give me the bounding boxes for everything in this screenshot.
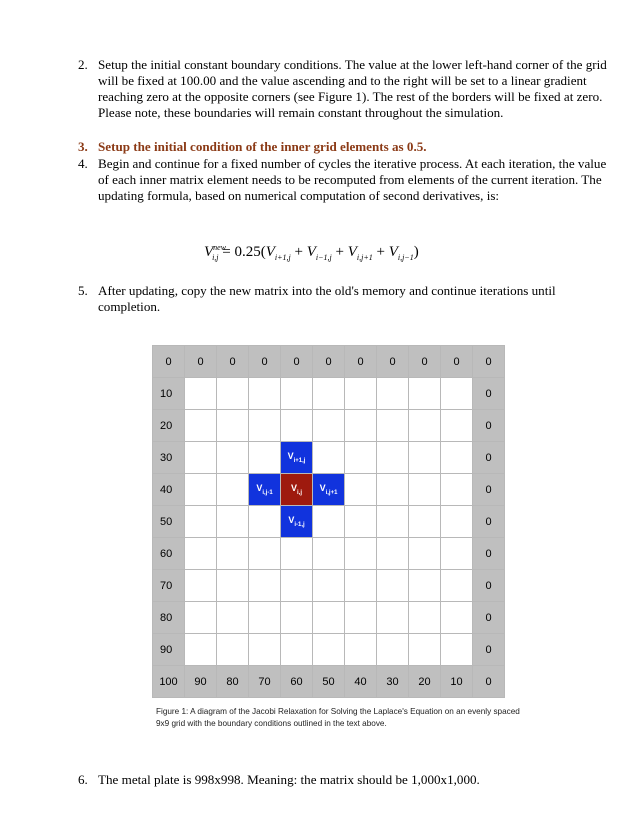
grid-inner-cell	[217, 378, 249, 410]
grid-inner-cell	[409, 538, 441, 570]
grid-inner-cell	[249, 506, 281, 538]
grid-row-top	[153, 346, 505, 378]
formula-lhs-sub: i,j	[212, 253, 219, 262]
grid-boundary-cell: 60	[153, 538, 185, 570]
grid-inner-cell	[441, 538, 473, 570]
grid-inner-cell	[377, 538, 409, 570]
item-text: Setup the initial constant boundary conditions. The value at the lower left-hand corner of the grid will be fixed at 100.00 and the value ascending and to the right will be set to a linear gradient reaching zero at the opposite corners (see Figure 1). The rest of the borders will be fixed at zero. Please note, these boundaries will remain constant throughout the simulation.	[98, 57, 607, 120]
grid-boundary-cell: 70	[153, 570, 185, 602]
item-text: The metal plate is 998x998. Meaning: the matrix should be 1,000x1,000.	[98, 772, 480, 787]
grid-inner-cell	[345, 602, 377, 634]
grid-row	[153, 634, 505, 666]
grid-row	[153, 378, 505, 410]
grid-inner-cell	[441, 474, 473, 506]
formula-coefficient: = 0.25(	[222, 244, 266, 260]
grid-inner-cell	[249, 570, 281, 602]
grid-inner-cell	[217, 634, 249, 666]
formula-term-2-sub: i−1,j	[315, 253, 332, 262]
grid-boundary-cell: 0	[313, 346, 345, 378]
item-number: 4.	[78, 156, 88, 171]
grid-boundary-cell: 80	[153, 602, 185, 634]
grid-inner-cell	[409, 378, 441, 410]
item-number: 3.	[78, 139, 88, 154]
grid-inner-cell	[281, 410, 313, 442]
grid-inner-cell	[217, 410, 249, 442]
grid-inner-cell	[345, 634, 377, 666]
grid-inner-cell	[377, 506, 409, 538]
grid-cell-up	[281, 442, 313, 474]
grid-boundary-cell: 0	[281, 346, 313, 378]
grid-row	[153, 538, 505, 570]
grid-boundary-cell: 100	[153, 666, 185, 698]
grid-cell-center-var: V	[290, 483, 297, 494]
formula-term-1: V	[265, 244, 275, 260]
grid-cell-down-sub: i-1,j	[294, 521, 305, 528]
formula-plus: +	[331, 244, 348, 260]
grid-inner-cell	[281, 538, 313, 570]
grid-inner-cell	[345, 506, 377, 538]
grid-inner-cell	[377, 570, 409, 602]
grid-inner-cell	[313, 410, 345, 442]
grid-boundary-cell: 10	[153, 378, 185, 410]
grid-boundary-cell: 0	[473, 570, 505, 602]
grid-boundary-cell: 0	[377, 346, 409, 378]
grid-boundary-cell: 0	[473, 442, 505, 474]
grid-inner-cell	[185, 378, 217, 410]
grid-boundary-cell: 10	[441, 666, 473, 698]
grid-boundary-cell: 0	[473, 538, 505, 570]
grid-inner-cell	[377, 410, 409, 442]
grid-inner-cell	[217, 506, 249, 538]
grid-inner-cell	[441, 378, 473, 410]
grid-inner-cell	[441, 442, 473, 474]
grid-boundary-cell: 50	[153, 506, 185, 538]
grid-inner-cell	[313, 442, 345, 474]
grid-inner-cell	[217, 602, 249, 634]
grid-inner-cell	[313, 378, 345, 410]
grid-inner-cell	[185, 442, 217, 474]
grid-inner-cell	[313, 602, 345, 634]
grid-boundary-cell: 40	[345, 666, 377, 698]
item-number: 2.	[78, 57, 88, 72]
formula-close: )	[413, 244, 419, 260]
grid-inner-cell	[377, 602, 409, 634]
grid-boundary-cell: 0	[409, 346, 441, 378]
grid-boundary-cell: 0	[473, 506, 505, 538]
item-number: 6.	[78, 772, 88, 787]
grid-inner-cell	[217, 538, 249, 570]
grid-row	[153, 474, 505, 506]
grid-inner-cell	[249, 538, 281, 570]
grid-inner-cell	[441, 634, 473, 666]
grid-inner-cell	[345, 442, 377, 474]
grid-boundary-cell: 30	[377, 666, 409, 698]
grid-cell-center-sub: i,j	[297, 489, 303, 496]
grid-boundary-cell: 80	[217, 666, 249, 698]
grid-inner-cell	[441, 506, 473, 538]
grid-boundary-cell: 0	[473, 634, 505, 666]
grid-inner-cell	[281, 570, 313, 602]
grid-inner-cell	[281, 634, 313, 666]
grid-boundary-cell: 0	[441, 346, 473, 378]
formula-term-4: V	[388, 244, 398, 260]
grid-cell-right	[313, 474, 345, 506]
grid-inner-cell	[441, 570, 473, 602]
grid-row	[153, 410, 505, 442]
grid-boundary-cell: 20	[153, 410, 185, 442]
grid-boundary-cell: 50	[313, 666, 345, 698]
grid-boundary-cell: 0	[153, 346, 185, 378]
formula-plus: +	[290, 244, 307, 260]
grid-row	[153, 506, 505, 538]
grid-inner-cell	[377, 634, 409, 666]
grid-inner-cell	[217, 442, 249, 474]
grid-boundary-cell: 90	[185, 666, 217, 698]
grid-inner-cell	[409, 634, 441, 666]
item-text: After updating, copy the new matrix into the old's memory and continue iterations until completion.	[98, 283, 556, 314]
formula-lhs-sup: new	[213, 243, 227, 252]
jacobi-grid-figure	[152, 345, 505, 698]
grid-inner-cell	[249, 410, 281, 442]
grid-boundary-cell: 30	[153, 442, 185, 474]
grid-cell-right-sub: i,j+1	[325, 489, 338, 496]
grid-cell-left-var: V	[256, 483, 263, 494]
grid-inner-cell	[441, 602, 473, 634]
grid-inner-cell	[313, 538, 345, 570]
grid-inner-cell	[409, 506, 441, 538]
grid-boundary-cell: 0	[473, 410, 505, 442]
grid-cell-left-sub: i,j-1	[262, 489, 273, 496]
grid-cell-up-sub: i+1,j	[293, 457, 306, 464]
grid-inner-cell	[249, 602, 281, 634]
grid-boundary-cell: 0	[473, 346, 505, 378]
grid-inner-cell	[345, 410, 377, 442]
grid-boundary-cell: 0	[473, 666, 505, 698]
grid-inner-cell	[409, 410, 441, 442]
grid-inner-cell	[185, 474, 217, 506]
grid-boundary-cell: 20	[409, 666, 441, 698]
update-formula	[204, 238, 419, 268]
grid-inner-cell	[377, 474, 409, 506]
grid-inner-cell	[185, 634, 217, 666]
formula-term-3: V	[347, 244, 357, 260]
formula-term-2: V	[306, 244, 316, 260]
grid-boundary-cell: 0	[185, 346, 217, 378]
grid-boundary-cell: 90	[153, 634, 185, 666]
grid-boundary-cell: 0	[473, 602, 505, 634]
formula-term-4-sub: i,j−1	[397, 253, 414, 262]
grid-inner-cell	[409, 602, 441, 634]
grid-inner-cell	[313, 506, 345, 538]
grid-inner-cell	[185, 538, 217, 570]
grid-cell-left	[249, 474, 281, 506]
grid-boundary-cell: 60	[281, 666, 313, 698]
grid-row	[153, 570, 505, 602]
grid-row	[153, 442, 505, 474]
grid-inner-cell	[249, 634, 281, 666]
grid-inner-cell	[345, 474, 377, 506]
grid-inner-cell	[217, 570, 249, 602]
grid-boundary-cell: 70	[249, 666, 281, 698]
grid-inner-cell	[281, 378, 313, 410]
grid-inner-cell	[185, 570, 217, 602]
grid-inner-cell	[313, 634, 345, 666]
grid-cell-down-var: V	[288, 515, 295, 526]
grid-inner-cell	[409, 570, 441, 602]
grid-inner-cell	[185, 602, 217, 634]
grid-boundary-cell: 0	[473, 474, 505, 506]
grid-cell-center	[281, 474, 313, 506]
formula-term-1-sub: i+1,j	[274, 253, 291, 262]
grid-inner-cell	[377, 378, 409, 410]
item-text: Begin and continue for a fixed number of cycles the iterative process. At each iteration, the value of each inner matrix element needs to be recomputed from elements of the current iteration. The updating formula, based on numerical computation of second derivatives, is:	[98, 156, 607, 203]
grid-inner-cell	[249, 378, 281, 410]
grid-inner-cell	[345, 538, 377, 570]
grid-row	[153, 602, 505, 634]
figure-caption: Figure 1: A diagram of the Jacobi Relaxation for Solving the Laplace's Equation on an evenly spaced 9x9 grid with the boundary conditions outlined in the text above.	[156, 707, 520, 728]
grid-cell-right-var: V	[319, 483, 326, 494]
formula-plus: +	[372, 244, 389, 260]
grid-boundary-cell: 0	[473, 378, 505, 410]
grid-inner-cell	[377, 442, 409, 474]
item-text: Setup the initial condition of the inner grid elements as 0.5.	[98, 139, 427, 154]
grid-boundary-cell: 0	[249, 346, 281, 378]
grid-inner-cell	[409, 442, 441, 474]
grid-inner-cell	[185, 506, 217, 538]
grid-cell-down	[281, 506, 313, 538]
grid-cell-up-var: V	[287, 451, 294, 462]
grid-inner-cell	[409, 474, 441, 506]
grid-inner-cell	[345, 378, 377, 410]
formula-lhs-var: V	[204, 244, 214, 260]
grid-boundary-cell: 0	[345, 346, 377, 378]
grid-boundary-cell: 40	[153, 474, 185, 506]
grid-inner-cell	[345, 570, 377, 602]
grid-inner-cell	[217, 474, 249, 506]
grid-inner-cell	[441, 410, 473, 442]
grid-row-bottom	[153, 666, 505, 698]
grid-inner-cell	[185, 410, 217, 442]
formula-term-3-sub: i,j+1	[356, 253, 373, 262]
grid-boundary-cell: 0	[217, 346, 249, 378]
grid-inner-cell	[281, 602, 313, 634]
grid-inner-cell	[313, 570, 345, 602]
item-number: 5.	[78, 283, 88, 298]
grid-inner-cell	[249, 442, 281, 474]
